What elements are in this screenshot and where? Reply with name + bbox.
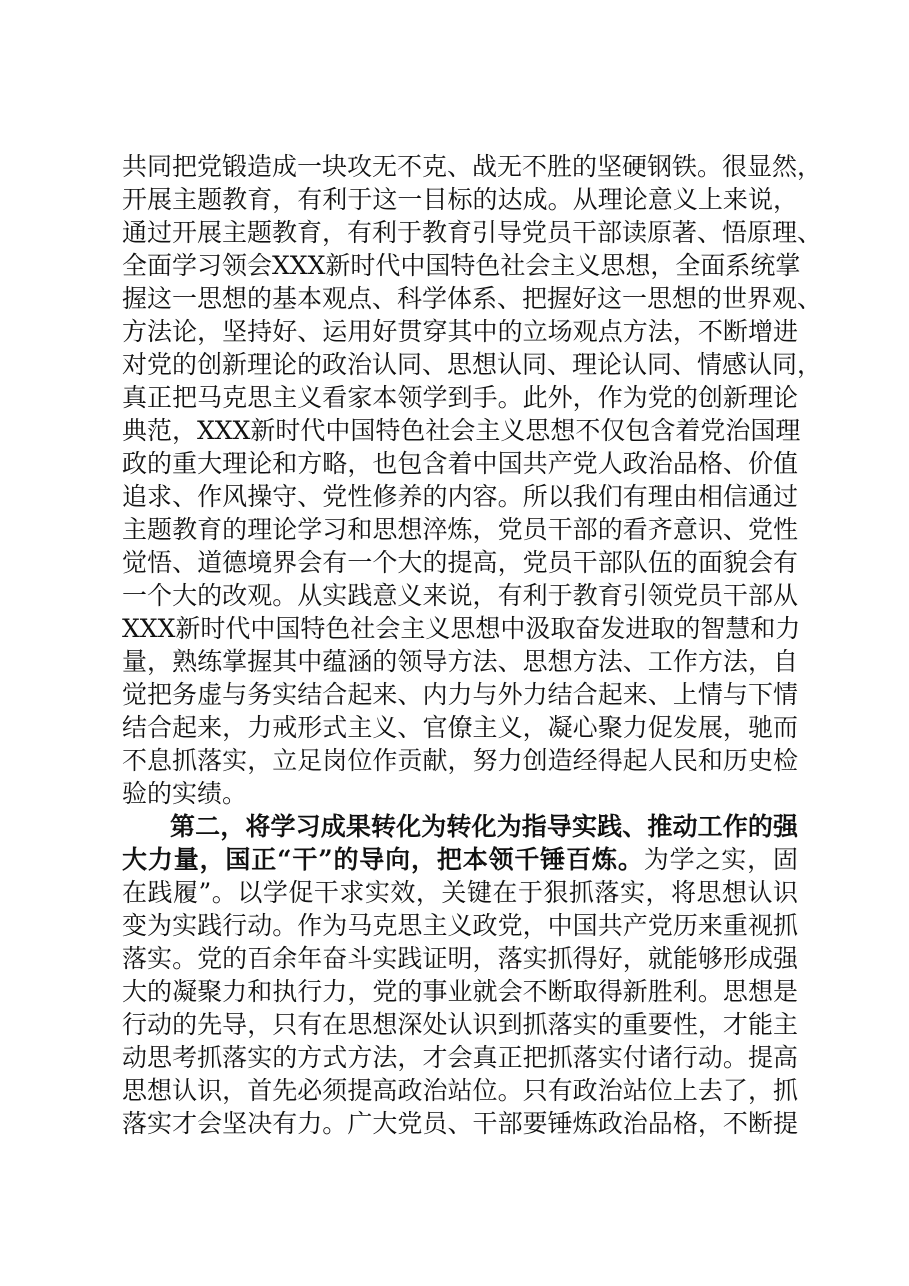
text-line: 动思考抓落实的方式方法，才会真正把抓落实付诸行动。提高 [122,1043,798,1072]
text-line: 觉悟、道德境界会有一个大的提高，党员干部队伍的面貌会有 [122,548,798,577]
text-line: 一个大的改观。从实践意义来说，有利于教育引领党员干部从 [122,581,798,610]
text-line: 大的凝聚力和执行力，党的事业就会不断取得新胜利。思想是 [122,977,798,1006]
text-line: 思想认识，首先必须提高政治站位。只有政治站位上去了，抓 [122,1076,798,1105]
text-line: 量，熟练掌握其中蕴涵的领导方法、思想方法、工作方法，自 [122,647,798,676]
body-text [122,150,823,1140]
section-heading: 第二，将学习成果转化为转化为指导实践、推动工作的强 [170,812,798,841]
text-line: 方法论，坚持好、运用好贯穿其中的立场观点方法，不断增进 [122,317,798,346]
text-line: 觉把务虚与务实结合起来、内力与外力结合起来、上情与下情 [122,680,798,709]
text-line: 变为实践行动。作为马克思主义政党，中国共产党历来重视抓 [122,911,798,940]
text-line: 全面学习领会XXX新时代中国特色社会主义思想，全面系统掌 [122,251,801,280]
text-line: 真正把马克思主义看家本领学到手。此外，作为党的创新理论 [122,383,798,412]
text-line: 共同把党锻造成一块攻无不克、战无不胜的坚硬钢铁。很显然， [122,152,823,181]
text-line: 不息抓落实，立足岗位作贡献，努力创造经得起人民和历史检 [122,746,798,775]
text-line: 落实。党的百余年奋斗实践证明，落实抓得好，就能够形成强 [122,944,798,973]
text-line: XXX新时代中国特色社会主义思想中汲取奋发进取的智慧和力 [122,614,801,643]
text-line: 政的重大理论和方略，也包含着中国共产党人政治品格、价值 [122,449,798,478]
text-line: 行动的先导，只有在思想深处认识到抓落实的重要性，才能主 [122,1010,798,1039]
text-line: 结合起来，力戒形式主义、官僚主义，凝心聚力促发展，驰而 [122,713,798,742]
text-line: 验的实绩。 [122,779,248,808]
text-line: 开展主题教育，有利于这一目标的达成。从理论意义上来说， [122,185,798,214]
text-span: 为学之实，固 [643,845,798,874]
text-line [122,843,798,876]
text-line: 主题教育的理论学习和思想淬炼，党员干部的看齐意识、党性 [122,515,798,544]
text-line: 在践履”。以学促干求实效，关键在于狠抓落实，将思想认识 [122,878,798,907]
text-line: 落实才会坚决有力。广大党员、干部要锤炼政治品格，不断提 [122,1109,798,1138]
paragraph-2 [122,810,798,1140]
text-line: 对党的创新理论的政治认同、思想认同、理论认同、情感认同， [122,350,823,379]
text-line: 追求、作风操守、党性修养的内容。所以我们有理由相信通过 [122,482,798,511]
text-line: 典范，XXX新时代中国特色社会主义思想不仅包含着党治国理 [122,416,801,445]
text-line: 握这一思想的基本观点、科学体系、把握好这一思想的世界观、 [122,284,823,313]
section-heading-continued: 大力量，国正“干”的导向，把本领千锤百炼。 [122,845,644,874]
paragraph-1 [122,150,823,810]
text-line: 通过开展主题教育，有利于教育引导党员干部读原著、悟原理、 [122,218,823,247]
